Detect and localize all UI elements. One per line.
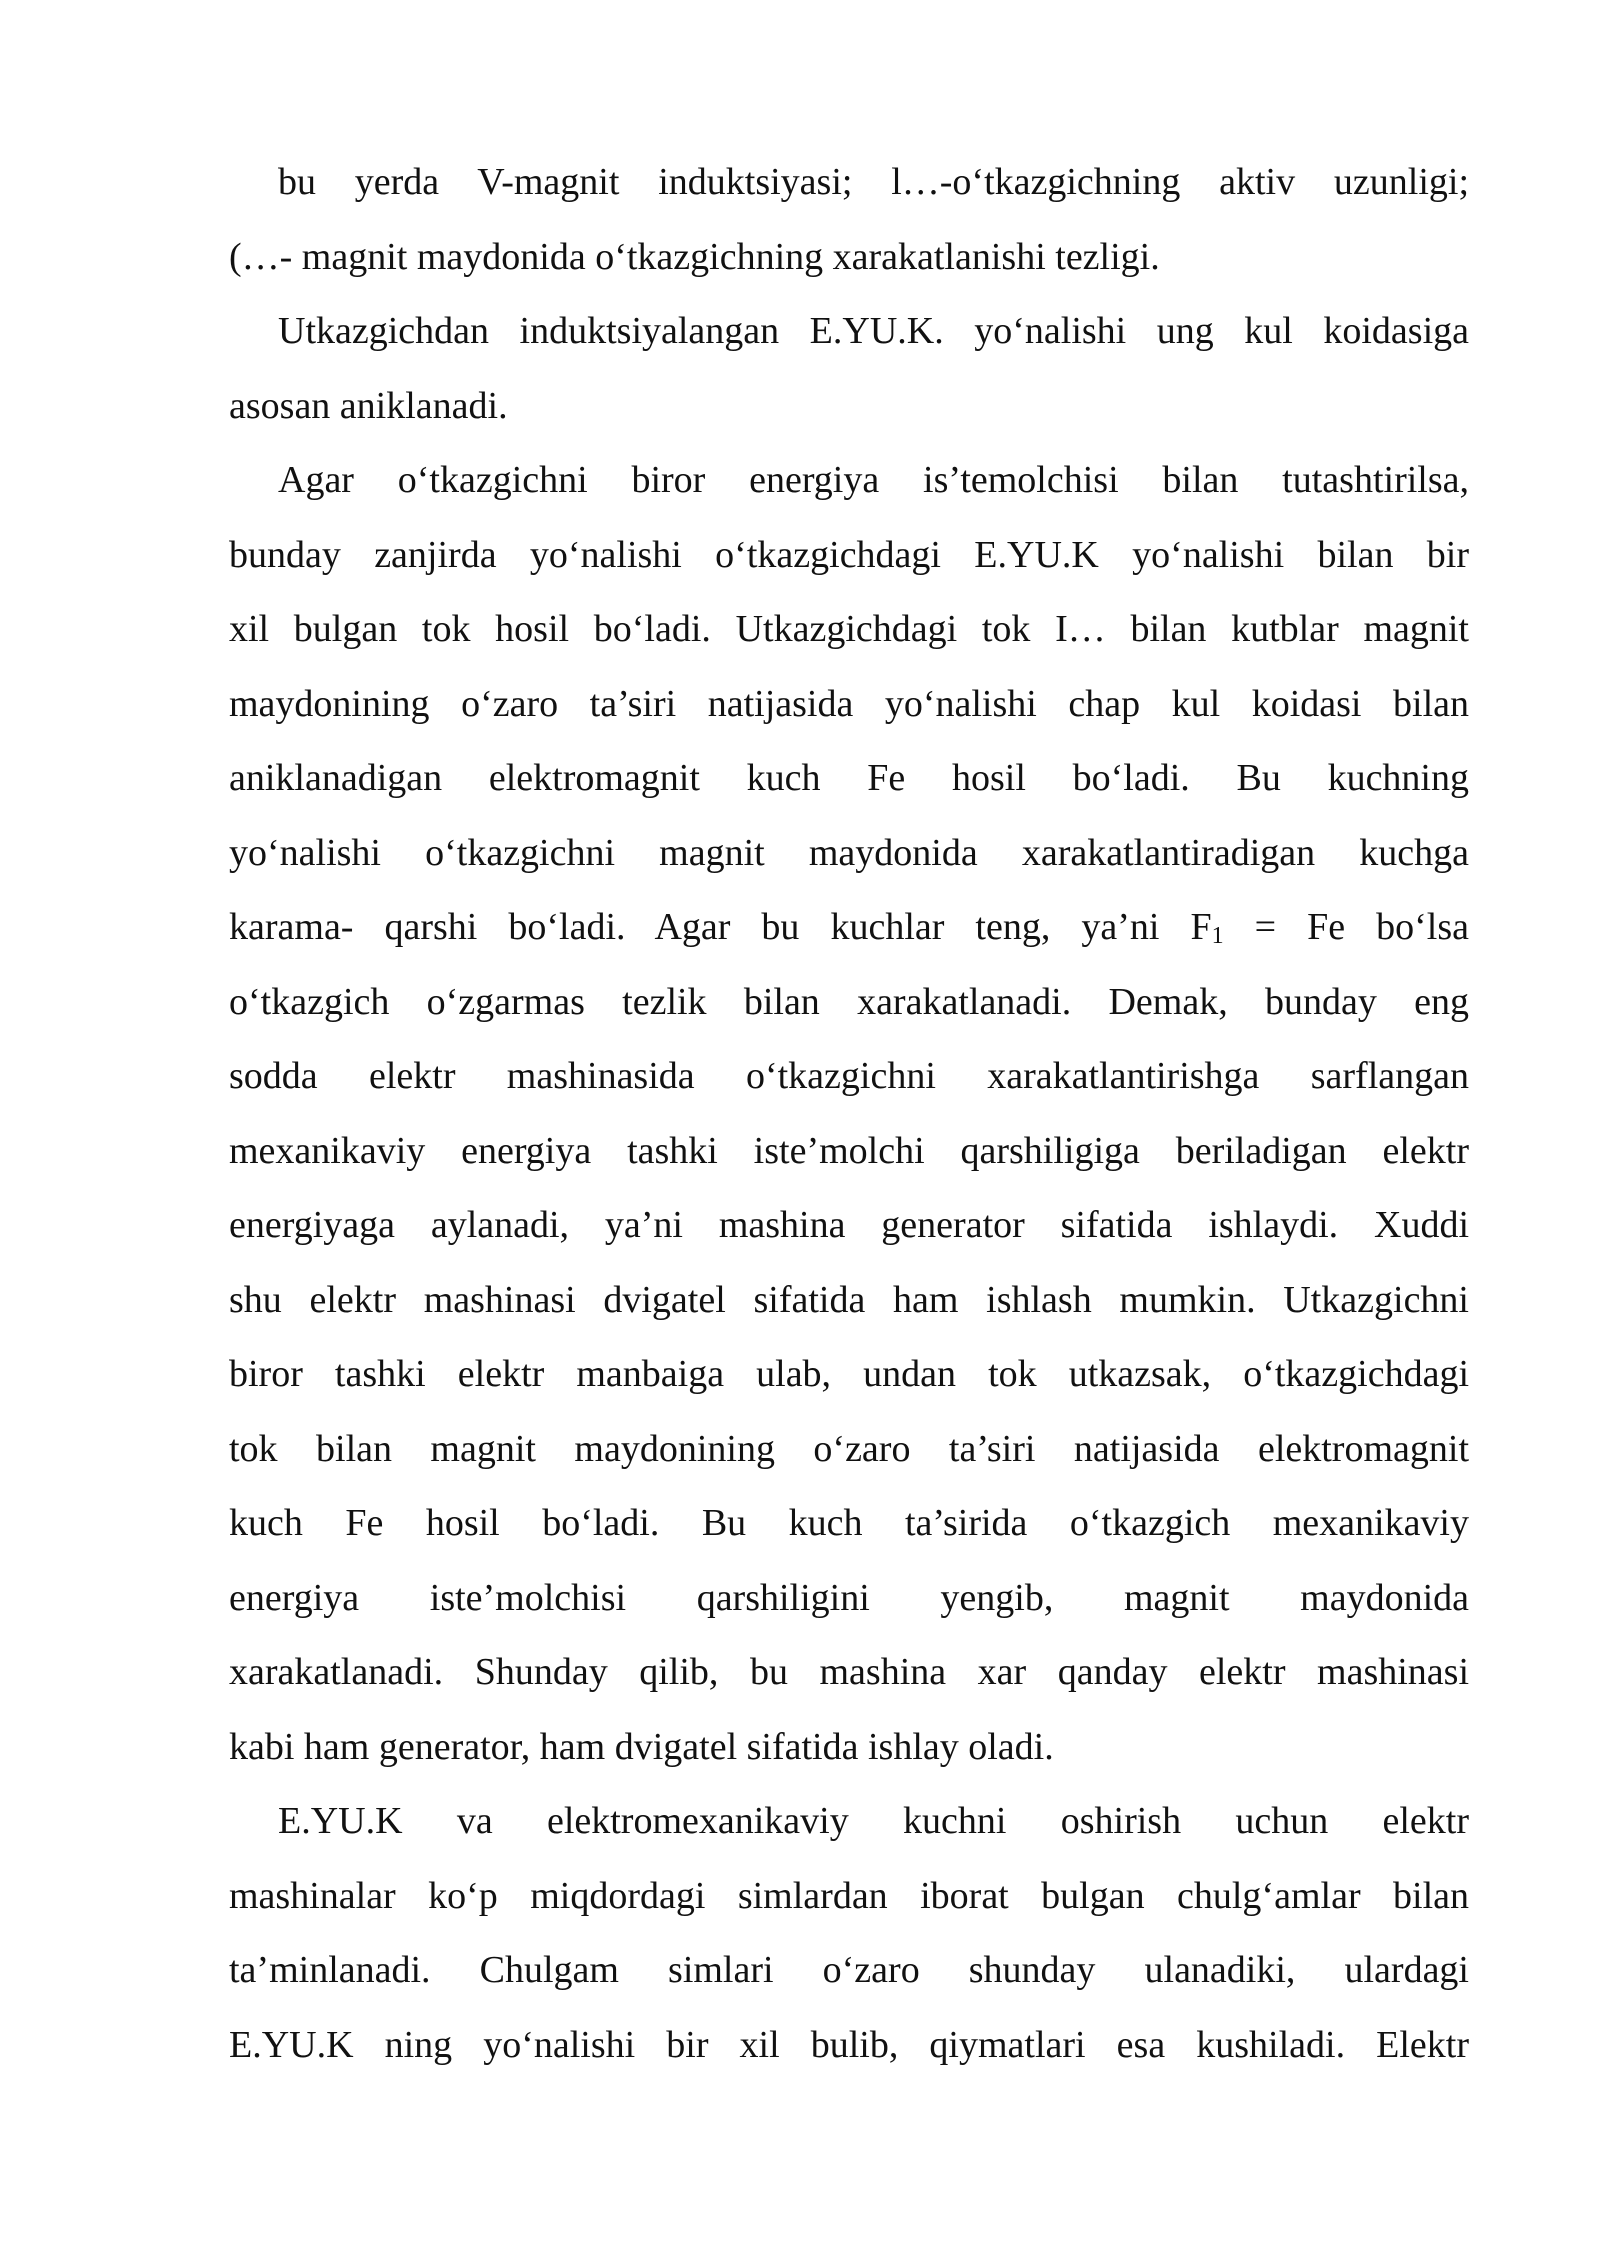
paragraph-1	[229, 145, 1469, 294]
text-line: o‘tkazgich o‘zgarmas tezlik bilan xarakatlanadi. Demak, bunday eng	[229, 980, 1469, 1023]
body-text	[229, 145, 1469, 2082]
paragraph-4	[229, 1784, 1469, 2082]
text-line: Utkazgichdan induktsiyalangan E.YU.K. yo‘nalishi ung kul koidasiga	[278, 310, 1469, 352]
text-line: E.YU.K va elektromexanikaviy kuchni oshirish uchun elektr	[278, 1800, 1469, 1842]
text-line: kabi ham generator, ham dvigatel sifatida ishlay oladi.	[229, 1725, 1054, 1768]
text-line: (…- magnit maydonida o‘tkazgichning xarakatlanishi tezligi.	[229, 235, 1160, 278]
text-line-part: karama- qarshi bo‘ladi. Agar bu kuchlar teng, ya’ni F	[229, 906, 1212, 948]
paragraph-3	[229, 443, 1469, 1784]
text-line: yo‘nalishi o‘tkazgichni magnit maydonida xarakatlantiradigan kuchga	[229, 831, 1469, 874]
text-line-part: = Fe bo‘lsa	[1223, 906, 1469, 948]
text-line: Agar o‘tkazgichni biror energiya is’temolchisi bilan tutashtirilsa,	[278, 459, 1469, 501]
text-line: tok bilan magnit maydonining o‘zaro ta’siri natijasida elektromagnit	[229, 1427, 1469, 1470]
text-line-with-subscript	[229, 890, 1469, 965]
text-line: xarakatlanadi. Shunday qilib, bu mashina xar qanday elektr mashinasi	[229, 1651, 1469, 1693]
text-line: aniklanadigan elektromagnit kuch Fe hosil bo‘ladi. Bu kuchning	[229, 757, 1469, 799]
text-line: asosan aniklanadi.	[229, 384, 508, 427]
subscript-index: 1	[1211, 923, 1224, 949]
text-line: xil bulgan tok hosil bo‘ladi. Utkazgichdagi tok I… bilan kutblar magnit	[229, 608, 1469, 650]
text-line: maydonining o‘zaro ta’siri natijasida yo‘nalishi chap kul koidasi bilan	[229, 682, 1469, 725]
text-line: bunday zanjirda yo‘nalishi o‘tkazgichdagi E.YU.K yo‘nalishi bilan bir	[229, 533, 1469, 576]
text-line: E.YU.K ning yo‘nalishi bir xil bulib, qiymatlari esa kushiladi. Elektr	[229, 2023, 1469, 2066]
paragraph-2	[229, 294, 1469, 443]
text-line: sodda elektr mashinasida o‘tkazgichni xarakatlantirishga sarflangan	[229, 1055, 1469, 1097]
text-line: shu elektr mashinasi dvigatel sifatida ham ishlash mumkin. Utkazgichni	[229, 1278, 1469, 1321]
text-line: ta’minlanadi. Chulgam simlari o‘zaro shunday ulanadiki, ulardagi	[229, 1949, 1469, 1991]
text-line: biror tashki elektr manbaiga ulab, undan tok utkazsak, o‘tkazgichdagi	[229, 1353, 1469, 1395]
text-line: energiya iste’molchisi qarshiligini yengib, magnit maydonida	[229, 1576, 1469, 1619]
text-line: mexanikaviy energiya tashki iste’molchi qarshiligiga beriladigan elektr	[229, 1129, 1469, 1172]
text-line: mashinalar ko‘p miqdordagi simlardan iborat bulgan chulg‘amlar bilan	[229, 1874, 1469, 1917]
text-line: kuch Fe hosil bo‘ladi. Bu kuch ta’sirida o‘tkazgich mexanikaviy	[229, 1502, 1469, 1544]
text-line: energiyaga aylanadi, ya’ni mashina generator sifatida ishlaydi. Xuddi	[229, 1204, 1469, 1246]
text-line: bu yerda V-magnit induktsiyasi; l…-o‘tkazgichning aktiv uzunligi;	[278, 161, 1469, 203]
